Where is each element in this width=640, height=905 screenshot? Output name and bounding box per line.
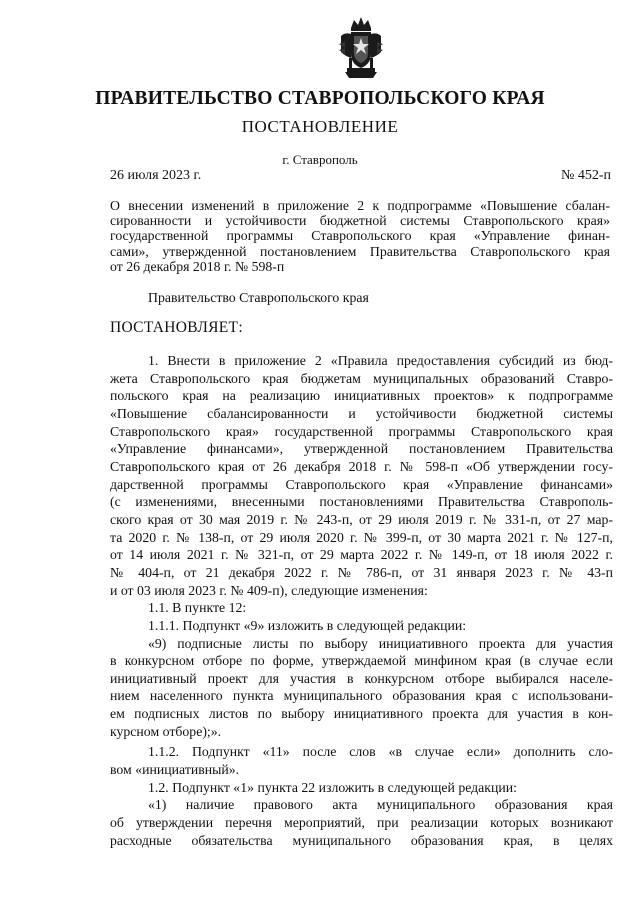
body-line: 1. Внести в приложение 2 «Правила предоставления субсидий из бюд- (148, 353, 613, 368)
body-line: инициативный проект для участия в конкурсном отборе выбирался населе- (110, 670, 613, 686)
subject-line: сами», утвержденной постановлением Правительства Ставропольского края (110, 243, 610, 259)
subject-line: сированности и устойчивости бюджетной системы Ставропольского края» (110, 213, 610, 229)
body-line: «9) подписные листы по выбору инициативного проекта для участия (148, 635, 613, 651)
body-line: об утверждении перечня мероприятий, при реализации которых возникают (110, 815, 613, 831)
body-line: ского края от 30 мая 2019 г. № 243-п, от 29 июля 2019 г. № 331-п, от 27 мар- (110, 511, 613, 527)
body-line: и от 03 июля 2023 г. № 409-п), следующие изменения: (110, 582, 428, 598)
document-subject (110, 198, 610, 274)
body-line: польского края на реализацию инициативных проектов» к подпрограмме (110, 388, 613, 404)
body-line: расходные обязательства муниципального образования края, в целях (110, 832, 613, 848)
government-title: ПРАВИТЕЛЬСТВО СТАВРОПОЛЬСКОГО КРАЯ (95, 88, 545, 109)
body-line: «Повышение сбалансированности и устойчивости бюджетной системы (110, 405, 613, 421)
document-type: ПОСТАНОВЛЕНИЕ (241, 117, 399, 136)
preamble-government: Правительство Ставропольского края (148, 290, 369, 305)
body-line: жета Ставропольского края бюджетам муниципальных образований Ставро- (110, 370, 613, 386)
body-line: нием населенного пункта муниципального образования края с использовани- (110, 688, 613, 704)
coat-of-arms-emblem (337, 14, 385, 80)
body-line: от 14 июля 2021 г. № 321-п, от 29 марта 2022 г. № 149-п, от 18 июля 2022 г. (110, 547, 613, 563)
preamble-decree-word: ПОСТАНОВЛЯЕТ: (110, 319, 243, 336)
document-body (110, 352, 613, 849)
subject-line: государственной программы Ставропольского края «Управление финан- (110, 228, 610, 244)
body-line: «1) наличие правового акта муниципального образования края (148, 797, 613, 813)
subject-line: О внесении изменений в приложение 2 к подпрограмме «Повышение сбалан- (110, 198, 610, 213)
body-line: 1.1.1. Подпункт «9» изложить в следующей редакции: (148, 617, 467, 633)
body-line: № 404-п, от 21 декабря 2022 г. № 786-п, от 31 января 2023 г. № 43-п (110, 564, 613, 580)
body-line: дарственной программы Ставропольского края «Управление финансами» (110, 476, 613, 492)
body-line: курсном отборе);». (110, 723, 222, 739)
body-line: в конкурсном отборе по форме, утверждаемой минфином края (в случае если (110, 653, 613, 669)
body-line: 1.2. Подпункт «1» пункта 22 изложить в следующей редакции: (148, 779, 517, 795)
subject-line: от 26 декабря 2018 г. № 598-п (110, 258, 285, 274)
document-number: № 452-п (560, 168, 611, 183)
body-line: (с изменениями, внесенными постановлениями Правительства Ставрополь- (110, 494, 613, 510)
body-line: 1.1.2. Подпункт «11» после слов «в случае если» дополнить сло- (148, 744, 613, 760)
body-line: 1.1. В пункте 12: (148, 600, 247, 616)
body-line: ем подписных листов по выбору инициативного проекта для участия в кон- (110, 706, 613, 722)
document-date: 26 июля 2023 г. (110, 168, 202, 183)
body-line: вом «инициативный». (110, 762, 240, 778)
body-line: «Управление финансами», утвержденной постановлением Правительства (110, 441, 613, 457)
issue-city: г. Ставрополь (282, 152, 358, 167)
body-line: Ставропольского края» государственной программы Ставропольского края (110, 423, 613, 439)
body-line: та 2020 г. № 138-п, от 29 июля 2020 г. № 399-п, от 30 марта 2021 г. № 127-п, (110, 529, 613, 545)
body-line: Ставропольского края от 26 декабря 2018 г. № 598-п «Об утверждении госу- (110, 458, 613, 474)
